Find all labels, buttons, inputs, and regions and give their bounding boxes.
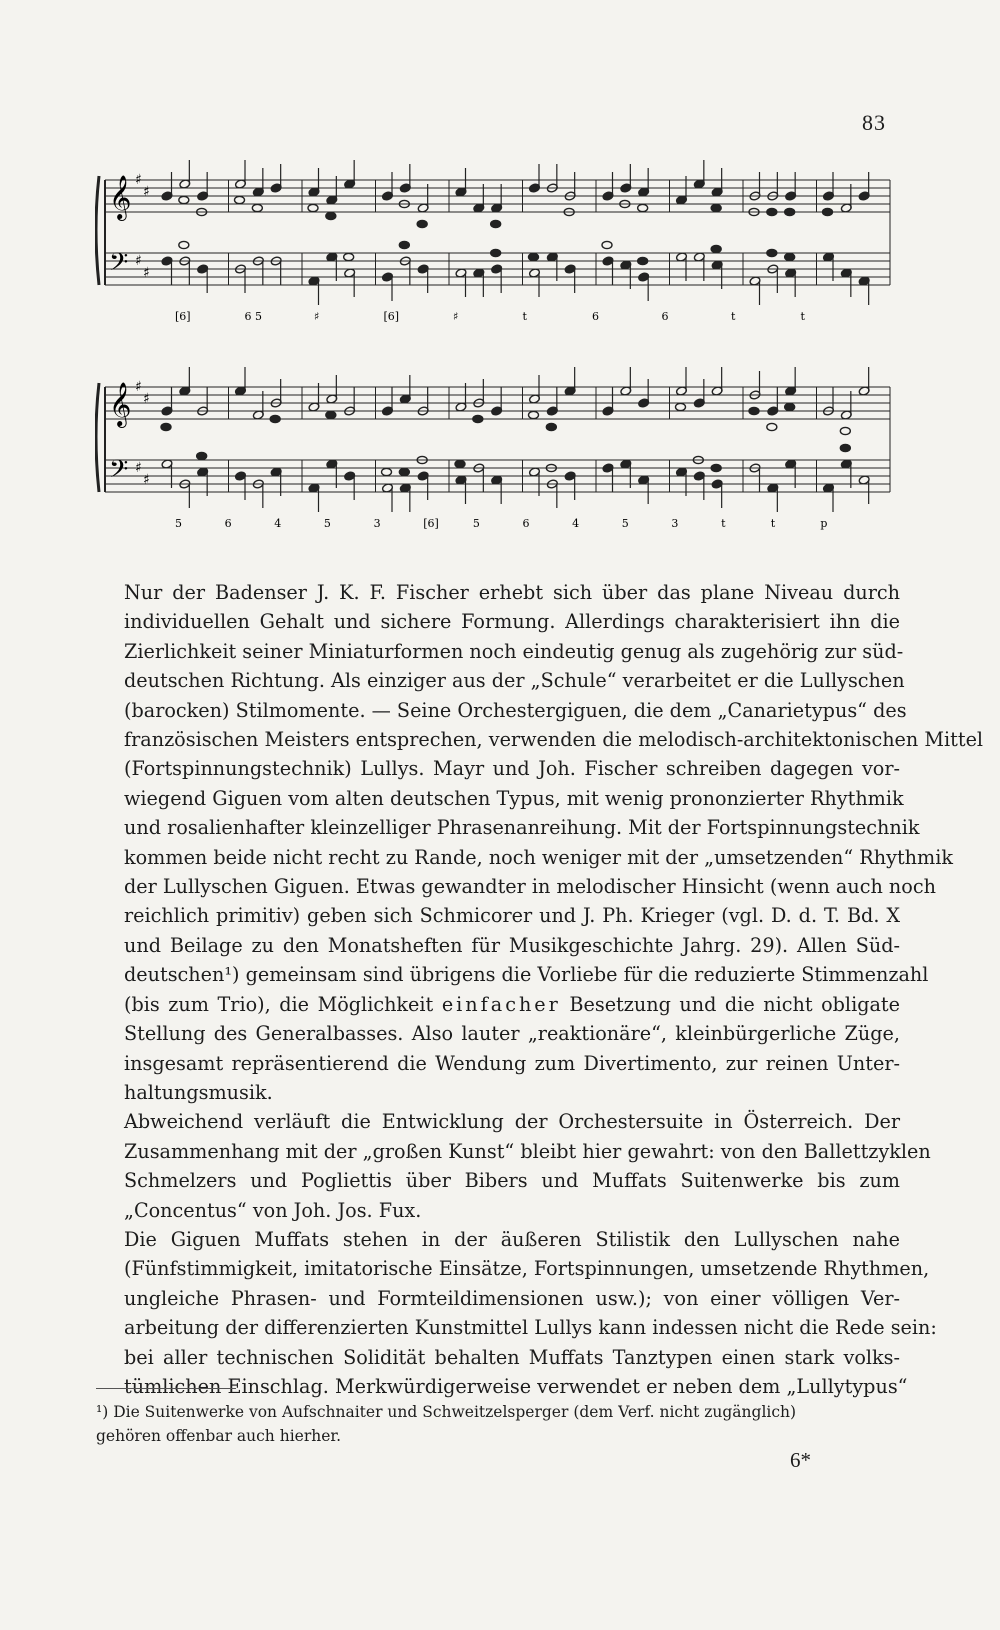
note-head [638, 257, 648, 264]
key-signature-sharp: ♯ [143, 265, 150, 281]
figured-bass-label: t [731, 310, 736, 323]
text-line: Zierlichkeit seiner Miniaturformen noch eindeutig genug als zugehörig zur süd- [124, 639, 904, 663]
paragraph-muffat [96, 1225, 937, 1401]
text-line: tümlichen Einschlag. Merkwürdigerweise verwendet er neben dem „Lullytypus“ [124, 1374, 908, 1398]
footnote-rule [96, 1388, 236, 1389]
key-signature-sharp: ♯ [143, 472, 150, 488]
figured-bass-label: 3 [373, 517, 381, 530]
music-system-1 [95, 158, 900, 343]
note-head [676, 403, 686, 410]
bass-clef: 𝄢 [109, 248, 129, 283]
figured-bass-label: 6 [522, 517, 530, 530]
text-line: haltungsmusik. [124, 1080, 273, 1104]
figured-bass-label: t [721, 517, 726, 530]
figured-bass-label: 5 [472, 517, 480, 530]
note-head [308, 204, 318, 211]
system-brace [96, 176, 99, 285]
treble-clef: 𝄞 [109, 175, 132, 219]
text-fragment: (bis zum Trio), die Möglichkeit [124, 992, 434, 1016]
text-line: deutschen¹) gemeinsam sind übrigens die Vorliebe für die reduzierte Stimmenzahl [124, 963, 929, 987]
text-line: Nur der Badenser J. K. F. Fischer erhebt sich über das plane Niveau durch [124, 581, 900, 604]
figured-bass-label: 6 [224, 517, 232, 530]
key-signature-sharp: ♯ [135, 172, 142, 188]
figured-bass-label: 5 [621, 517, 629, 530]
text-line: individuellen Gehalt und sichere Formung. Allerdings charakterisiert ihn die [124, 610, 900, 634]
figured-bass-label: ♯ [314, 310, 320, 323]
note-head [602, 241, 612, 248]
footnote-line: gehören offenbar auch hierher. [96, 1427, 342, 1445]
sheet-signature: 6* [790, 1448, 811, 1472]
note-head [840, 444, 850, 451]
note-head [767, 208, 777, 215]
text-line: Stellung des Generalbasses. Also lauter „reaktionäre“, kleinbürgerliche Züge, [124, 1022, 900, 1046]
text-line: Schmelzers und Pogliettis über Bibers und Muffats Suitenwerke bis zum [124, 1169, 900, 1193]
note-head [473, 415, 483, 422]
music-system-2 [95, 365, 900, 550]
page-number: 83 [862, 110, 886, 135]
figured-bass-label: 6 [661, 310, 669, 323]
text-line: kommen beide nicht recht zu Rande, noch weniger mit der „umsetzenden“ Rhythmik [124, 845, 953, 869]
note-head [785, 208, 795, 215]
note-head [546, 423, 556, 430]
text-line: Die Giguen Muffats stehen in der äußeren Stilistik den Lullyschen nahe [124, 1227, 900, 1251]
figured-bass-label: t [800, 310, 805, 323]
note-head [529, 253, 539, 260]
note-head [840, 427, 850, 434]
text-line: (Fünfstimmigkeit, imitatorische Einsätze, Fortspinnungen, umsetzende Rhythmen, [124, 1257, 930, 1281]
note-head [235, 196, 245, 203]
note-head [529, 411, 539, 418]
figured-bass-label: 6 [592, 310, 599, 323]
figured-bass-label: 3 [671, 517, 679, 530]
note-head [638, 204, 648, 211]
note-head [767, 423, 777, 430]
text-line: (Fortspinnungstechnik) Lullys. Mayr und Joh. Fischer schreiben dagegen vor- [124, 757, 900, 781]
figured-bass-label: t [522, 310, 527, 323]
note-head [326, 411, 336, 418]
figured-bass-label: 4 [572, 517, 580, 530]
footnote [96, 1400, 900, 1448]
text-line: und Beilage zu den Monatsheften für Musikgeschichte Jahrg. 29). Allen Süd- [124, 933, 900, 957]
text-line: ungleiche Phrasen- und Formteildimensionen usw.); von einer völligen Ver- [124, 1286, 900, 1310]
text-line: arbeitung der differenzierten Kunstmittel Lullys kann indessen nicht die Rede sein: [124, 1316, 937, 1340]
text-line: reichlich primitiv) geben sich Schmicorer und J. Ph. Krieger (vgl. D. d. T. Bd. X [124, 904, 900, 928]
note-head [179, 241, 189, 248]
text-line: Zusammenhang mit der „großen Kunst“ bleibt hier gewahrt: von den Ballettzyklen [124, 1139, 931, 1163]
key-signature-sharp: ♯ [135, 253, 142, 269]
figured-bass-label: p [820, 517, 828, 530]
text-line-spaced [96, 990, 900, 1019]
text-line: insgesamt repräsentierend die Wendung zum Divertimento, zur reinen Unter- [124, 1051, 900, 1075]
music-staves-2 [95, 365, 900, 550]
note-head [749, 407, 759, 414]
note-head [785, 253, 795, 260]
note-head [823, 208, 833, 215]
note-head [491, 249, 501, 256]
text-line: bei aller technischen Solidität behalten Muffats Tanztypen einen stark volks- [124, 1345, 900, 1369]
music-staves-1 [95, 158, 900, 343]
note-head [179, 196, 189, 203]
figured-bass-label: 5 [323, 517, 331, 530]
text-line: französischen Meisters entsprechen, verwenden die melodisch-architektonischen Mittel [124, 728, 984, 752]
note-head [711, 245, 721, 252]
note-head [711, 204, 721, 211]
text-line: und rosalienhafter kleinzelliger Phrasenanreihung. Mit der Fortspinnungstechnik [124, 816, 920, 840]
figured-bass-label: 4 [274, 517, 282, 530]
system-brace [96, 383, 99, 492]
text-line: der Lullyschen Giguen. Etwas gewandter in melodischer Hinsicht (wenn auch noch [124, 875, 936, 899]
figured-bass-label: 5 [175, 517, 182, 530]
text-line: deutschen Richtung. Als einziger aus der „Schule“ verarbeitet er die Lullyschen [124, 669, 905, 693]
note-head [711, 464, 721, 471]
figured-bass-label: [6] [423, 517, 439, 530]
paragraph-oesterreich [96, 1107, 931, 1225]
note-head [382, 468, 392, 475]
text-line: „Concentus“ von Joh. Jos. Fux. [124, 1198, 422, 1222]
note-head [785, 403, 795, 410]
figured-bass-label: [6] [383, 310, 400, 323]
note-head [399, 468, 409, 475]
text-line: (barocken) Stilmomente. — Seine Orchestergiguen, die dem „Canarietypus“ des [124, 698, 907, 722]
key-signature-sharp: ♯ [135, 379, 142, 395]
note-head [197, 452, 207, 459]
bass-clef: 𝄢 [109, 455, 129, 490]
note-head [417, 220, 427, 227]
footnote-line: ¹) Die Suitenwerke von Aufschnaiter und Schweitzelsperger (dem Verf. nicht zugänglich) [96, 1403, 797, 1421]
figured-bass-label: 6 5 [244, 310, 262, 323]
note-head [399, 241, 409, 248]
note-head [455, 460, 465, 467]
note-head [270, 415, 280, 422]
key-signature-sharp: ♯ [135, 460, 142, 476]
text-fragment: Besetzung und die nicht obligate [569, 992, 900, 1016]
key-signature-sharp: ♯ [143, 184, 150, 200]
note-head [344, 253, 354, 260]
text-line: wiegend Giguen vom alten deutschen Typus, mit wenig prononzierter Rhythmik [124, 786, 904, 810]
treble-clef: 𝄞 [109, 382, 132, 426]
note-head [161, 423, 171, 430]
note-head [326, 212, 336, 219]
body-text [96, 578, 984, 1401]
text-line: Abweichend verläuft die Entwicklung der Orchestersuite in Österreich. Der [124, 1110, 900, 1134]
spaced-emphasis: einfacher [441, 992, 561, 1016]
figured-bass-label: [6] [175, 310, 191, 323]
note-head [767, 249, 777, 256]
note-head [252, 204, 262, 211]
note-head [491, 220, 501, 227]
figured-bass-label: t [770, 517, 776, 530]
key-signature-sharp: ♯ [143, 391, 150, 407]
paragraph-fischer [96, 578, 984, 1107]
figured-bass-label: ♯ [453, 310, 459, 323]
